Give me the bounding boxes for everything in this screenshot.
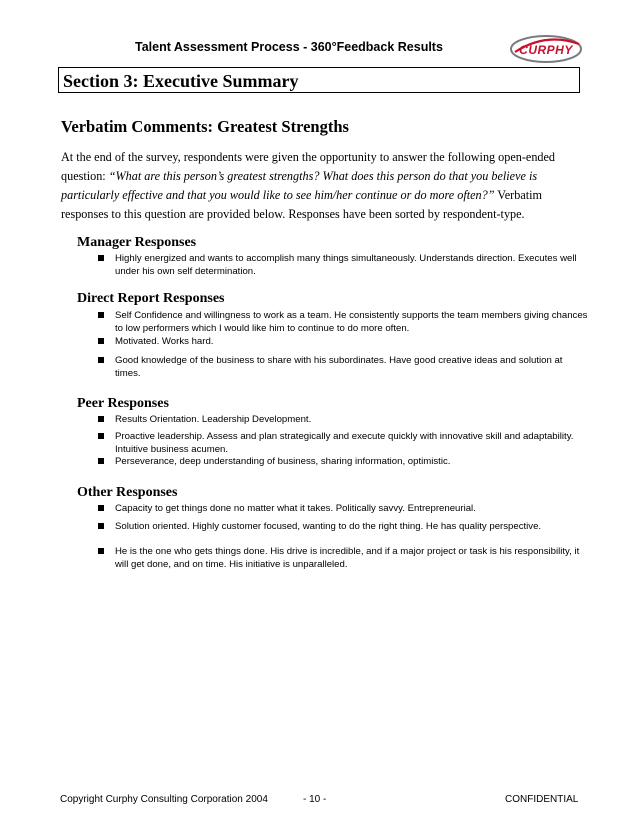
intro-tail: Verbatim responses to this question are provided below. Responses have been sorted by respondent-type. bbox=[61, 188, 542, 221]
footer-page-number: - 10 - bbox=[303, 794, 327, 805]
bullet-icon bbox=[98, 312, 104, 318]
list-item: Proactive leadership. Assess and plan strategically and execute quickly with innovative skill and adaptability. Intuitive business acumen. bbox=[98, 431, 588, 456]
peer-responses-heading: Peer Responses bbox=[77, 396, 169, 411]
list-item: Good knowledge of the business to share with his subordinates. Have good creative ideas and solution at times. bbox=[98, 355, 588, 380]
intro-question: “What are this person’s greatest strengths? What does this person do that you believe is particularly effective and that you would like to see him/her continue or do more often?” bbox=[61, 169, 538, 202]
list-item: He is the one who gets things done. His drive is incredible, and if a major project or task is his responsibility, it will get done, and on time. His initiative is unparalleled. bbox=[98, 546, 588, 571]
bullet-icon bbox=[98, 255, 104, 261]
bullet-icon bbox=[98, 338, 104, 344]
direct-report-responses-heading: Direct Report Responses bbox=[77, 291, 225, 306]
list-item: Highly energized and wants to accomplish many things simultaneously. Understands direction. Executes well under his own self determination. bbox=[98, 253, 588, 278]
curphy-logo bbox=[509, 32, 583, 64]
bullet-icon bbox=[98, 523, 104, 529]
bullet-icon bbox=[98, 416, 104, 422]
header-title: Talent Assessment Process - 360°Feedback Results bbox=[135, 40, 443, 54]
bullet-icon bbox=[98, 505, 104, 511]
intro-paragraph bbox=[61, 148, 581, 224]
manager-responses-heading: Manager Responses bbox=[77, 235, 197, 250]
list-item: Results Orientation. Leadership Development. bbox=[98, 414, 588, 427]
list-item: Solution oriented. Highly customer focused, wanting to do the right thing. He has quality perspective. bbox=[98, 521, 588, 534]
bullet-icon bbox=[98, 458, 104, 464]
list-item: Perseverance, deep understanding of business, sharing information, optimistic. bbox=[98, 456, 588, 469]
footer-copyright: Copyright Curphy Consulting Corporation 2004 bbox=[60, 794, 268, 805]
bullet-icon bbox=[98, 548, 104, 554]
list-item: Capacity to get things done no matter what it takes. Politically savvy. Entrepreneurial. bbox=[98, 503, 588, 516]
logo-text: CURPHY bbox=[519, 43, 573, 57]
section-title: Section 3: Executive Summary bbox=[63, 71, 299, 91]
sub-heading: Verbatim Comments: Greatest Strengths bbox=[61, 117, 349, 136]
footer-confidential: CONFIDENTIAL bbox=[505, 794, 579, 805]
list-item: Motivated. Works hard. bbox=[98, 336, 588, 349]
other-responses-heading: Other Responses bbox=[77, 485, 178, 500]
bullet-icon bbox=[98, 433, 104, 439]
bullet-icon bbox=[98, 357, 104, 363]
section-title-box bbox=[58, 67, 580, 93]
list-item: Self Confidence and willingness to work as a team. He consistently supports the team members giving chances to low performers which I would like him to continue to do more often. bbox=[98, 310, 588, 335]
intro-lead: At the end of the survey, respondents were given the opportunity to answer the following open-ended question: bbox=[61, 150, 556, 183]
